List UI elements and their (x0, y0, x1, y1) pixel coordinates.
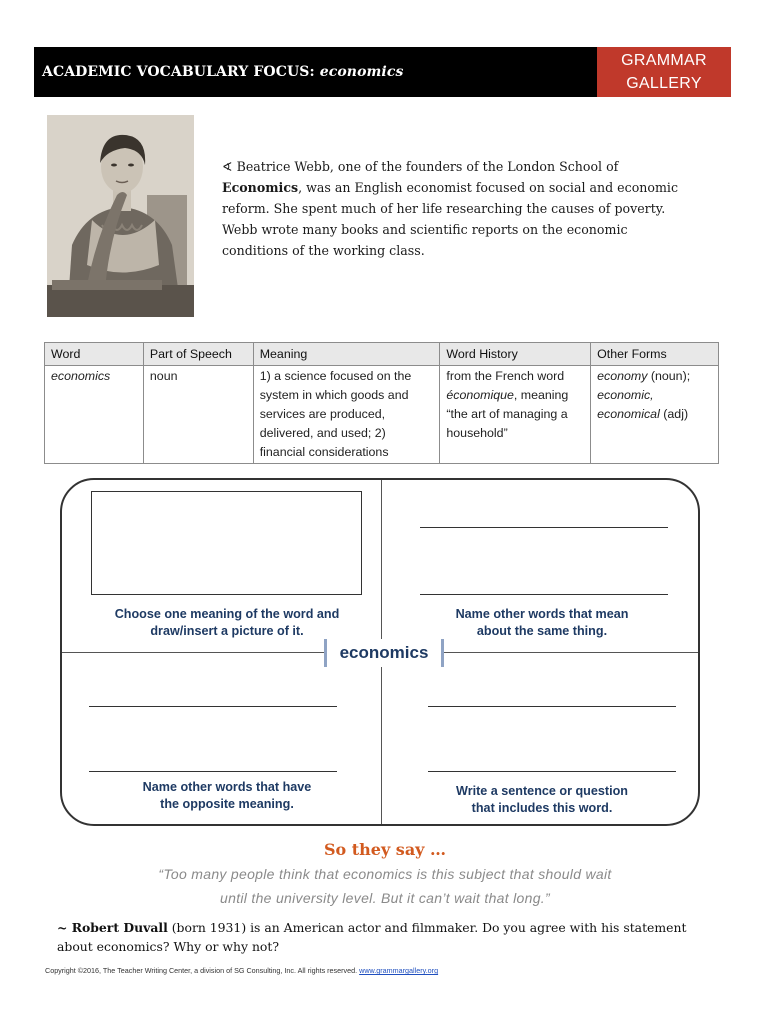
header-word-history: Word History (440, 343, 591, 366)
history-part-1: from the French word (446, 369, 565, 383)
so-they-say-heading: So they say … (323, 840, 447, 859)
title-prefix: ACADEMIC VOCABULARY FOCUS: (42, 64, 315, 80)
synonym-line-1[interactable] (420, 527, 668, 528)
portrait-illustration (47, 115, 194, 317)
intro-paragraph (222, 156, 692, 261)
form-economical: economical (597, 407, 660, 421)
website-link[interactable]: www.grammargallery.org (359, 966, 439, 975)
form-economy: economy (597, 369, 648, 383)
synonym-line-2[interactable] (420, 594, 668, 595)
prompt-text: (born 1931) is an American actor and filmmaker. Do you agree with his statement about economics? Why or why not? (57, 920, 687, 954)
cell-part-of-speech: noun (143, 366, 253, 464)
table-row (45, 366, 719, 464)
table-header-row (45, 343, 719, 366)
brand-line-2: GALLERY (626, 75, 702, 92)
sentence-line-2[interactable] (428, 771, 676, 772)
q2-label-line-2: about the same thing. (476, 624, 608, 638)
portrait-photo (47, 115, 194, 317)
form-economical-pos: (adj) (659, 407, 689, 421)
q2-label-line-1: Name other words that mean (455, 607, 629, 621)
header-part-of-speech: Part of Speech (143, 343, 253, 366)
sentence-line-1[interactable] (428, 706, 676, 707)
discussion-prompt (57, 918, 707, 956)
form-economic: economic, (597, 388, 654, 402)
antonym-line-1[interactable] (89, 706, 337, 707)
word-value: economics (51, 369, 111, 383)
history-part-2: , meaning “the art of managing a household” (446, 388, 569, 440)
header-meaning: Meaning (253, 343, 440, 366)
intro-bold-word: Economics (222, 180, 299, 195)
footer (45, 966, 438, 975)
prompt-tilde: ~ (57, 920, 72, 935)
q1-label-line-2: draw/insert a picture of it. (150, 624, 304, 638)
intro-text-before: Beatrice Webb, one of the founders of the London School of (236, 159, 619, 174)
quote-line-1: “Too many people think that economics is this subject that should wait (158, 866, 612, 882)
history-italic: économique (446, 388, 514, 402)
bullet-arrow-icon: ∢ (222, 159, 233, 174)
intro-text-after: , was an English economist focused on social and economic reform. She spent much of her life researching the causes of poverty. Webb wrote many books and scientific reports on the economic conditions of the working class. (222, 180, 678, 258)
cell-meaning: 1) a science focused on the system in which goods and services are produced, delivered, and used; 2) financial considerations (253, 366, 440, 464)
q3-label-line-2: the opposite meaning. (160, 797, 294, 811)
antonym-line-2[interactable] (89, 771, 337, 772)
picture-box[interactable] (91, 491, 362, 595)
quote-author: Robert Duvall (71, 920, 168, 935)
center-word: economics (324, 639, 444, 667)
q2-label (392, 606, 692, 640)
q3-label-line-1: Name other words that have (142, 780, 312, 794)
vocab-table (44, 342, 719, 464)
header-bar (34, 47, 598, 97)
form-economy-pos: (noun); (647, 369, 691, 383)
page-title (42, 64, 403, 80)
q3-label (82, 779, 372, 813)
q1-label (82, 606, 372, 640)
cell-word-history (440, 366, 591, 464)
cell-other-forms (591, 366, 719, 464)
header-other-forms: Other Forms (591, 343, 719, 366)
q4-label (392, 783, 692, 817)
quote-line-2: until the university level. But it can’t wait that long.” (220, 890, 550, 906)
frayer-model (60, 478, 700, 826)
quote-text (110, 862, 660, 910)
q4-label-line-2: that includes this word. (471, 801, 613, 815)
cell-word (45, 366, 144, 464)
title-word: economics (319, 64, 404, 80)
brand-logo (597, 47, 731, 97)
brand-line-1: GRAMMAR (621, 52, 707, 69)
header-word: Word (45, 343, 144, 366)
q1-label-line-1: Choose one meaning of the word and (114, 607, 340, 621)
q4-label-line-1: Write a sentence or question (456, 784, 628, 798)
copyright-text: Copyright ©2016, The Teacher Writing Center, a division of SG Consulting, Inc. All rights reserved. (45, 966, 358, 975)
